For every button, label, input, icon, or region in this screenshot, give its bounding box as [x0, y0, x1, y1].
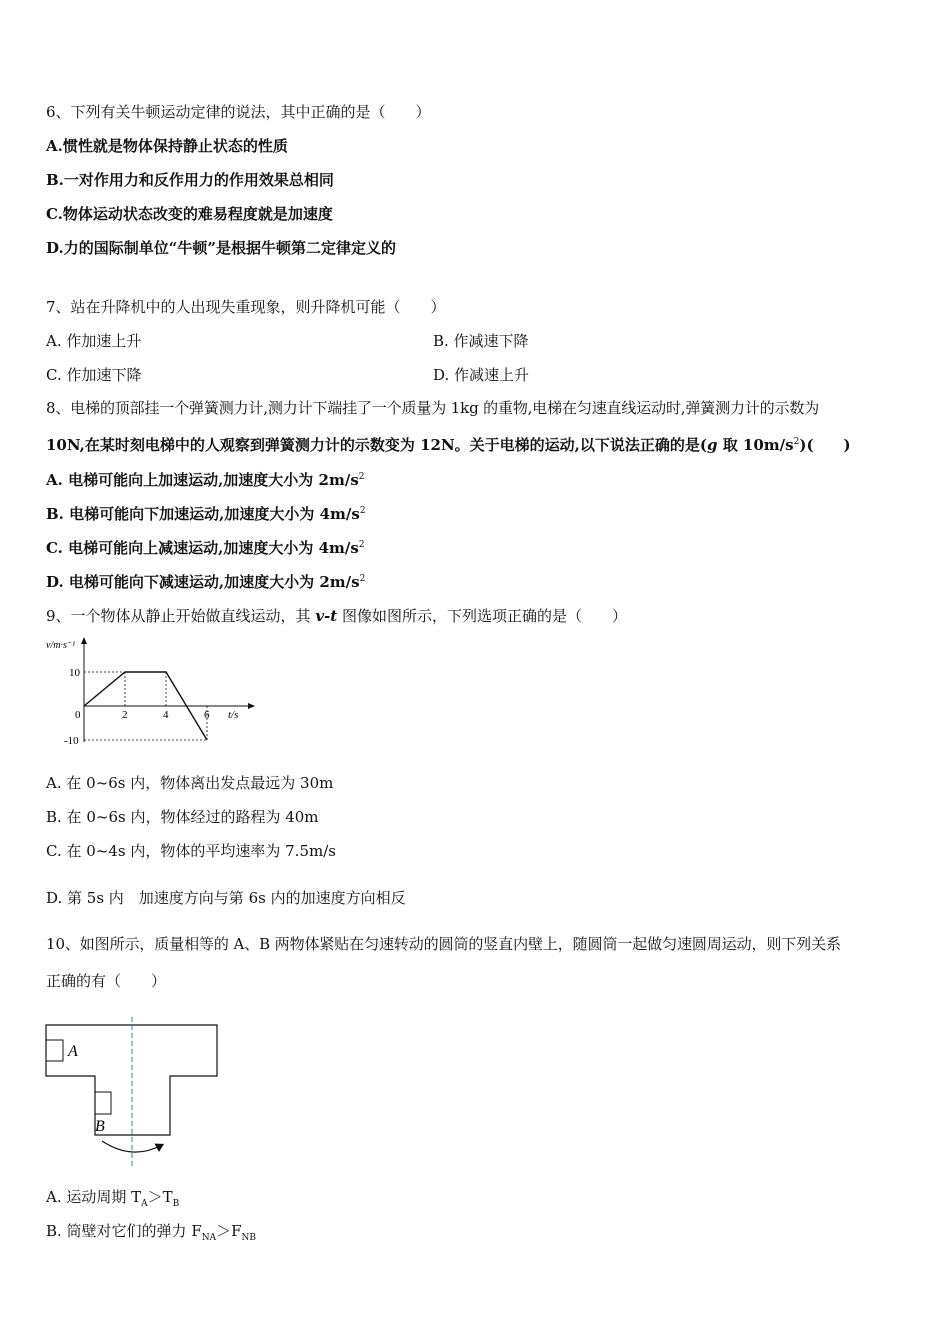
- q8-option-c: [46, 538, 365, 558]
- q10-option-a: [46, 1187, 179, 1207]
- q9-stem-vt: v-t: [315, 607, 338, 625]
- q10-option-a-sub2: B: [172, 1199, 180, 1209]
- q10-stem-line1: 10、如图所示，质量相等的 A、B 两物体紧贴在匀速转动的圆筒的竖直内壁上，随圆筒一起做匀速圆周运动，则下列关系: [46, 935, 841, 953]
- q7-stem: 7、站在升降机中的人出现失重现象，则升降机可能（ ）: [46, 298, 446, 316]
- q8-option-d: [46, 572, 365, 592]
- q6-option-c: C.物体运动状态改变的难易程度就是加速度: [46, 205, 333, 223]
- q7-option-d: D. 作减速上升: [433, 366, 530, 384]
- q10-option-a-mid: ＞T: [147, 1188, 173, 1206]
- q8-stem-text: 10N,在某时刻电梯中的人观察到弹簧测力计的示数变为 12N。关于电梯的运动,以下说法正确的是(: [46, 436, 707, 454]
- q8-option-c-sup: 2: [358, 540, 365, 550]
- y-axis-label: v/m·s⁻¹: [46, 640, 76, 651]
- q10-option-a-sub1: A: [141, 1199, 148, 1209]
- q8-option-b-text: B. 电梯可能向下加速运动,加速度大小为 4m/s: [46, 505, 360, 523]
- vt-chart: [40, 630, 260, 750]
- y-tick-label: 10: [69, 667, 80, 679]
- x-tick-label: 6: [204, 709, 210, 721]
- q9-stem-a: 9、一个物体从静止开始做直线运动，其: [46, 607, 316, 625]
- q9-stem: [46, 606, 627, 626]
- q8-option-b: [46, 504, 366, 524]
- q9-option-c: C. 在 0~4s 内，物体的平均速率为 7.5m/s: [46, 842, 336, 860]
- q10-stem-line2: 正确的有（ ）: [46, 972, 167, 990]
- q9-stem-b: 图像如图所示，下列选项正确的是（ ）: [337, 607, 627, 625]
- q8-stem-g: g: [706, 436, 718, 454]
- q9-option-d: D. 第 5s 内 加速度方向与第 6s 内的加速度方向相反: [46, 889, 406, 907]
- q6-option-d: D.力的国际制单位“牛顿”是根据牛顿第二定律定义的: [46, 239, 396, 257]
- q10-option-b-sub1: NA: [201, 1233, 217, 1243]
- q8-stem-line1: 8、电梯的顶部挂一个弹簧测力计,测力计下端挂了一个质量为 1kg 的重物,电梯在匀速直线运动时,弹簧测力计的示数为: [46, 399, 820, 417]
- q8-option-a: [46, 470, 365, 490]
- object-b-label: B: [95, 1118, 105, 1135]
- q8-option-d-text: D. 电梯可能向下减速运动,加速度大小为 2m/s: [46, 573, 360, 591]
- q8-stem-end: )( ): [799, 436, 851, 454]
- y-tick-label: -10: [64, 735, 79, 747]
- q8-option-d-sup: 2: [359, 574, 366, 584]
- cylinder-diagram: [40, 1015, 230, 1170]
- object-a-label: A: [68, 1043, 78, 1060]
- q7-option-b: B. 作减速下降: [433, 332, 529, 350]
- q7-option-c: C. 作加速下降: [46, 366, 142, 384]
- x-tick-label: 0: [75, 709, 81, 721]
- q6-stem: 6、下列有关牛顿运动定律的说法，其中正确的是（ ）: [46, 103, 431, 121]
- q8-stem-unit: 取 10m/s: [717, 436, 794, 454]
- q8-option-a-sup: 2: [358, 472, 365, 482]
- q10-option-a-text: A. 运动周期 T: [46, 1188, 142, 1206]
- q8-option-a-text: A. 电梯可能向上加速运动,加速度大小为 2m/s: [46, 471, 359, 489]
- q10-option-b-sub2: NB: [241, 1233, 257, 1243]
- q8-option-c-text: C. 电梯可能向上减速运动,加速度大小为 4m/s: [46, 539, 359, 557]
- q10-option-b-mid: ＞F: [216, 1222, 242, 1240]
- q9-option-b: B. 在 0~6s 内，物体经过的路程为 40m: [46, 808, 319, 826]
- q10-option-b: [46, 1221, 256, 1241]
- q6-option-b: B.一对作用力和反作用力的作用效果总相同: [46, 171, 334, 189]
- q8-stem-sup: 2: [793, 437, 800, 447]
- object-b-box: [95, 1092, 111, 1114]
- x-tick-label: 2: [122, 709, 128, 721]
- object-a-box: [46, 1040, 63, 1061]
- q10-option-b-text: B. 筒壁对它们的弹力 F: [46, 1222, 202, 1240]
- x-tick-label: 4: [163, 709, 169, 721]
- q8-stem-line2: [46, 435, 851, 455]
- x-axis-label: t/s: [228, 709, 239, 721]
- q7-option-a: A. 作加速上升: [46, 332, 142, 350]
- q6-option-a: A.惯性就是物体保持静止状态的性质: [46, 137, 288, 155]
- q8-option-b-sup: 2: [359, 506, 366, 516]
- q9-option-a: A. 在 0~6s 内，物体离出发点最远为 30m: [46, 774, 334, 792]
